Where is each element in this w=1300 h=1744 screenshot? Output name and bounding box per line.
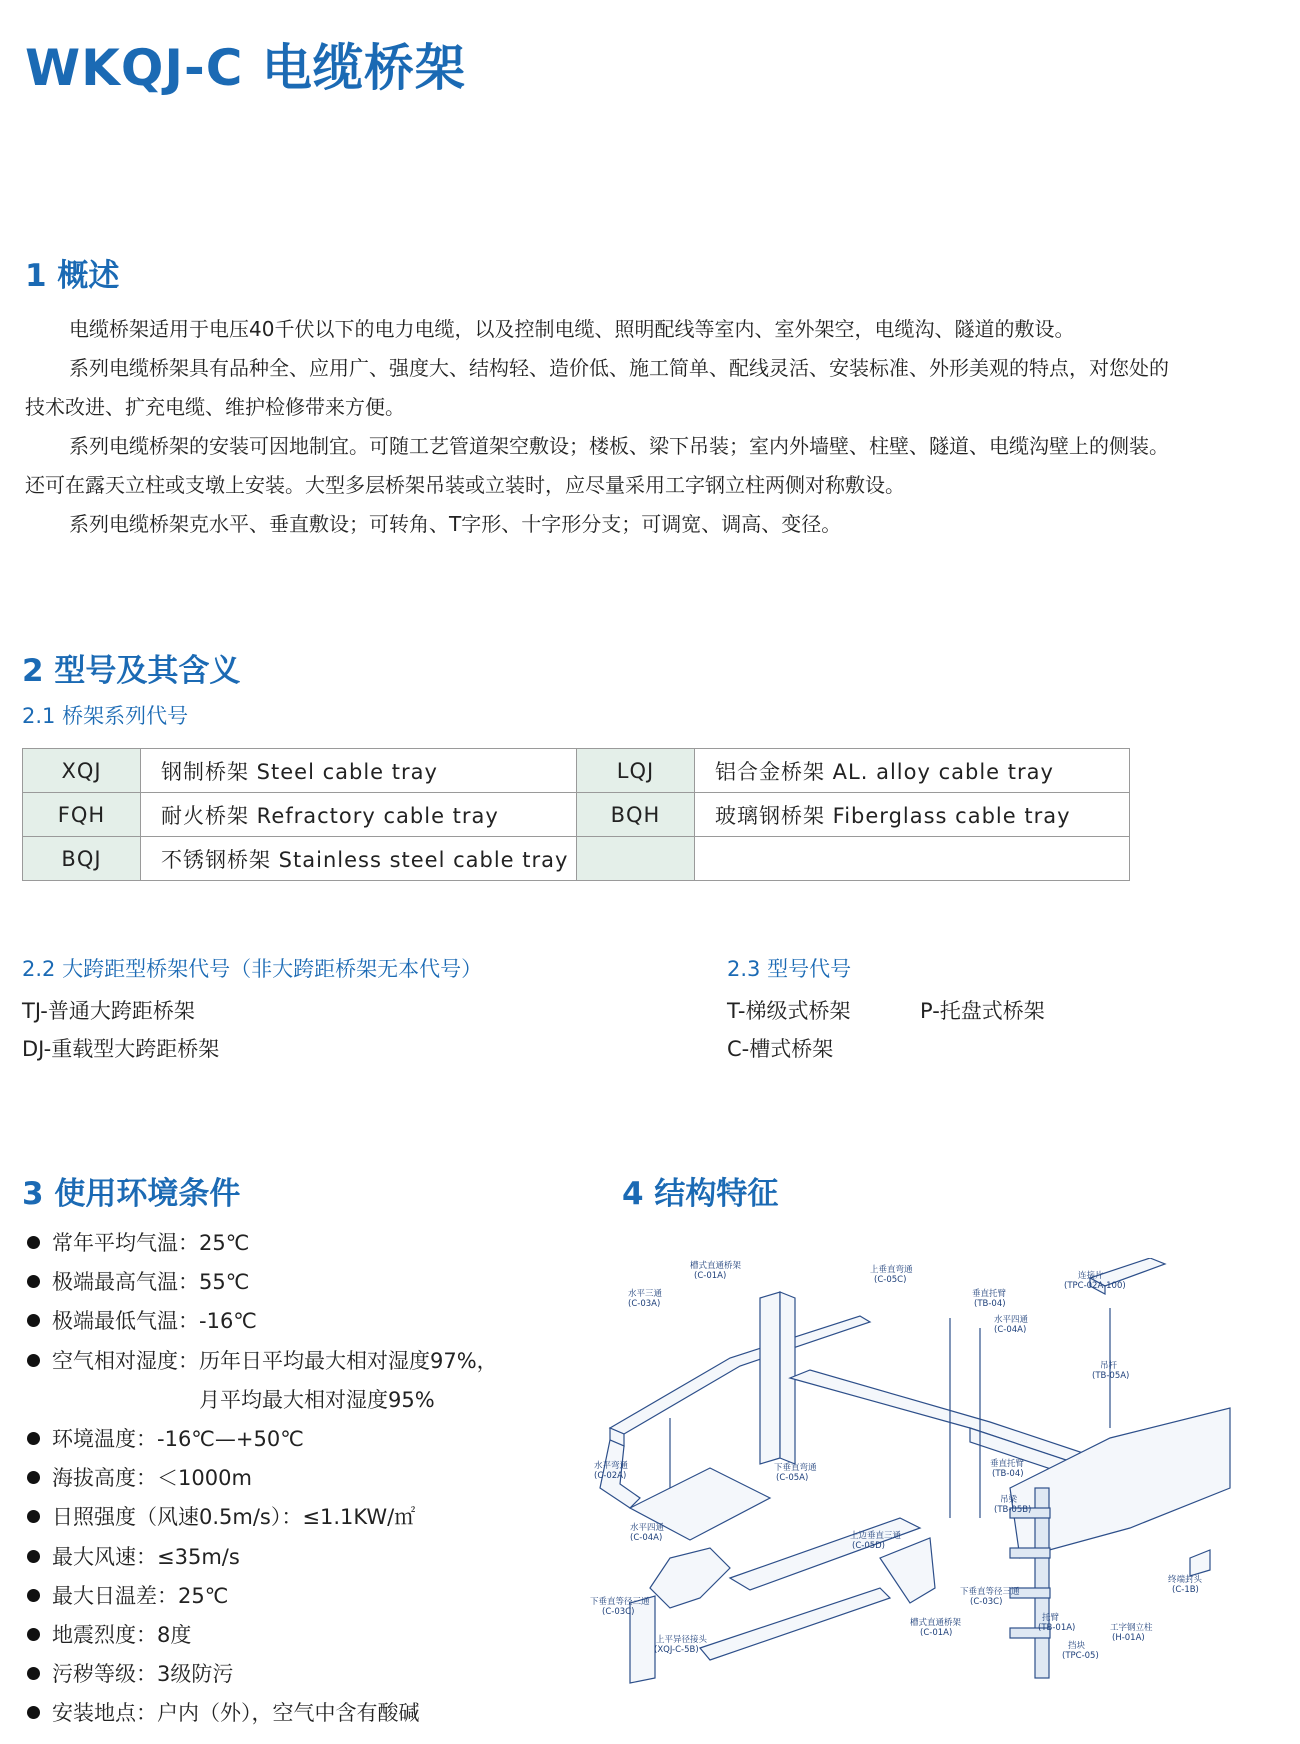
- paragraph: 系列电缆桥架的安装可因地制宜。可随工艺管道架空敷设；楼板、梁下吊装；室内外墙壁、柱壁、隧道、电缆沟壁上的侧装。还可在露天立柱或支墩上安装。大型多层桥架吊装或立装时，应尽量采用工字钢立柱两侧对称敷设。: [25, 434, 1169, 497]
- list-item: [27, 1302, 498, 1341]
- part-label: (TB-05B): [994, 1505, 1032, 1515]
- part-label: (TB-01A): [1038, 1623, 1076, 1633]
- item-text: 最大风速：≤35m/s: [52, 1544, 240, 1569]
- model-code-item: P-托盘式桥架: [920, 999, 1045, 1023]
- code-cell: FQH: [23, 793, 141, 837]
- desc-cell: 钢制桥架 Steel cable tray: [141, 749, 577, 793]
- code-cell: LQJ: [577, 749, 695, 793]
- part-label: (C-03A): [628, 1299, 661, 1309]
- part-label: 水平三通: [628, 1289, 663, 1299]
- part-label: 终端封头: [1168, 1575, 1203, 1585]
- bullet-icon: [27, 1628, 40, 1641]
- long-span-item: DJ-重载型大跨距桥架: [22, 1037, 220, 1061]
- section-2-1-heading: 2.1 桥架系列代号: [22, 704, 189, 728]
- list-item: [27, 1342, 498, 1381]
- section-1-heading: 1 概述: [25, 258, 120, 294]
- code-cell: BQJ: [23, 837, 141, 881]
- part-label: 槽式直通桥架: [690, 1261, 742, 1271]
- part-label: (C-04A): [630, 1533, 663, 1543]
- item-text: 地震烈度：8度: [52, 1622, 192, 1647]
- part-label: 水平四通: [630, 1523, 665, 1533]
- desc-cell: 玻璃钢桥架 Fiberglass cable tray: [695, 793, 1130, 837]
- section-2-heading: 2 型号及其含义: [22, 653, 241, 689]
- part-label: 托臂: [1042, 1613, 1060, 1623]
- item-text: 极端最低气温：-16℃: [52, 1309, 257, 1334]
- desc-cell: 铝合金桥架 AL. alloy cable tray: [695, 749, 1130, 793]
- model-code-item: T-梯级式桥架: [727, 999, 851, 1023]
- desc-cell: 耐火桥架 Refractory cable tray: [141, 793, 577, 837]
- list-item: [27, 1420, 498, 1459]
- part-label: 连接片: [1078, 1271, 1104, 1281]
- bullet-icon: [27, 1667, 40, 1680]
- long-span-item: TJ-普通大跨距桥架: [22, 999, 195, 1023]
- item-text: 污秽等级：3级防污: [52, 1662, 234, 1687]
- part-label: 垂直托臂: [972, 1289, 1007, 1299]
- bullet-icon: [27, 1275, 40, 1288]
- paragraph: 系列电缆桥架克水平、垂直敷设；可转角、T字形、十字形分支；可调宽、调高、变径。: [69, 512, 842, 536]
- code-cell: [577, 837, 695, 881]
- part-label: 水平弯通: [594, 1461, 629, 1471]
- list-item: [27, 1459, 498, 1498]
- steel-column: [1010, 1488, 1050, 1678]
- bullet-icon: [27, 1354, 40, 1367]
- list-item: [27, 1655, 498, 1694]
- part-label: (C-02A): [594, 1471, 627, 1481]
- part-code: (C-01A): [694, 1271, 727, 1281]
- list-item: [27, 1616, 498, 1655]
- item-text: 极端最高气温：55℃: [52, 1270, 250, 1295]
- part-label: 垂直托臂: [990, 1459, 1025, 1469]
- part-label: (C-01A): [920, 1628, 953, 1638]
- list-item: [27, 1224, 498, 1263]
- bullet-icon: [27, 1471, 40, 1484]
- code-cell: XQJ: [23, 749, 141, 793]
- bullet-icon: [27, 1589, 40, 1602]
- bullet-icon: [27, 1550, 40, 1563]
- part-label: (TPC-05): [1062, 1651, 1099, 1661]
- part-label: 下垂直弯通: [774, 1463, 817, 1473]
- section-2-2-heading: 2.2 大跨距型桥架代号（非大跨距桥架无本代号）: [22, 957, 483, 981]
- part-label: 工字钢立柱: [1110, 1623, 1153, 1633]
- part-label: (C-1B): [1172, 1585, 1199, 1595]
- part-label: (TPC-02A-100): [1064, 1281, 1126, 1291]
- part-label: (C-05C): [874, 1275, 907, 1285]
- paragraph: 系列电缆桥架具有品种全、应用广、强度大、结构轻、造价低、施工简单、配线灵活、安装标准、外形美观的特点，对您处的技术改进、扩充电缆、维护检修带来方便。: [25, 356, 1169, 419]
- item-text: 海拔高度：＜1000m: [52, 1466, 252, 1491]
- bullet-icon: [27, 1706, 40, 1719]
- part-label: (C-05A): [776, 1473, 809, 1483]
- part-label: (C-03C): [970, 1597, 1003, 1607]
- table-row: [23, 837, 1130, 881]
- part-label: (TB-04): [974, 1299, 1006, 1309]
- bullet-icon: [27, 1314, 40, 1327]
- paragraph: 电缆桥架适用于电压40千伏以下的电力电缆，以及控制电缆、照明配线等室内、室外架空，电缆沟、隧道的敷设。: [69, 317, 1075, 341]
- item-text: 月平均最大相对湿度95%: [199, 1387, 435, 1412]
- item-text: 环境温度：-16℃—+50℃: [52, 1426, 304, 1451]
- part-label: (TB-05A): [1092, 1371, 1130, 1381]
- section-2-3-heading: 2.3 型号代号: [727, 957, 852, 981]
- list-item: [27, 1577, 498, 1616]
- part-label: (C-03C): [602, 1607, 635, 1617]
- part-label: (H-01A): [1112, 1633, 1145, 1643]
- desc-cell: 不锈钢桥架 Stainless steel cable tray: [141, 837, 577, 881]
- section-3-heading: 3 使用环境条件: [22, 1176, 241, 1212]
- item-text: 最大日温差：25℃: [52, 1583, 229, 1608]
- item-text: 安装地点：户内（外），空气中含有酸碱: [52, 1701, 420, 1726]
- part-label: 槽式直通桥架: [910, 1618, 962, 1628]
- part-label: (C-04A): [994, 1325, 1027, 1335]
- series-code-table: [22, 748, 1130, 881]
- bullet-icon: [27, 1236, 40, 1249]
- list-item: [27, 1263, 498, 1302]
- cable-tray-structure-diagram: [590, 1258, 1240, 1693]
- section-4-heading: 4 结构特征: [622, 1176, 779, 1212]
- part-label: 下垂直等径三通: [960, 1587, 1020, 1597]
- environment-list: [27, 1224, 498, 1733]
- bullet-icon: [27, 1432, 40, 1445]
- part-label: 吊梁: [1000, 1495, 1018, 1505]
- list-item: [27, 1538, 498, 1577]
- table-row: [23, 793, 1130, 837]
- part-label: (TB-04): [992, 1469, 1024, 1479]
- part-label: 上垂直弯通: [870, 1265, 913, 1275]
- list-item-continued: [27, 1381, 498, 1420]
- code-cell: BQH: [577, 793, 695, 837]
- model-code-item: C-槽式桥架: [727, 1037, 834, 1061]
- section-1-body: [25, 310, 1175, 544]
- item-text: 日照强度（风速0.5m/s）：≤1.1KW/㎡: [52, 1505, 416, 1530]
- part-label: 水平四通: [994, 1315, 1029, 1325]
- bullet-icon: [27, 1510, 40, 1523]
- item-text: 空气相对湿度：历年日平均最大相对湿度97%，: [52, 1348, 498, 1373]
- list-item: [27, 1694, 498, 1733]
- part-label: 下垂直等径三通: [590, 1597, 650, 1607]
- table-row: [23, 749, 1130, 793]
- desc-cell: [695, 837, 1130, 881]
- part-label: 挡块: [1068, 1641, 1086, 1651]
- part-label: (XQJ-C-5B): [654, 1645, 699, 1655]
- part-label: 上平异径接头: [656, 1635, 708, 1645]
- list-item: [27, 1498, 498, 1537]
- part-label: (C-05D): [852, 1541, 885, 1551]
- part-label: 上边垂直三通: [850, 1531, 902, 1541]
- item-text: 常年平均气温：25℃: [52, 1231, 250, 1255]
- part-label: 吊杆: [1100, 1361, 1118, 1371]
- page-title: WKQJ-C 电缆桥架: [25, 39, 466, 97]
